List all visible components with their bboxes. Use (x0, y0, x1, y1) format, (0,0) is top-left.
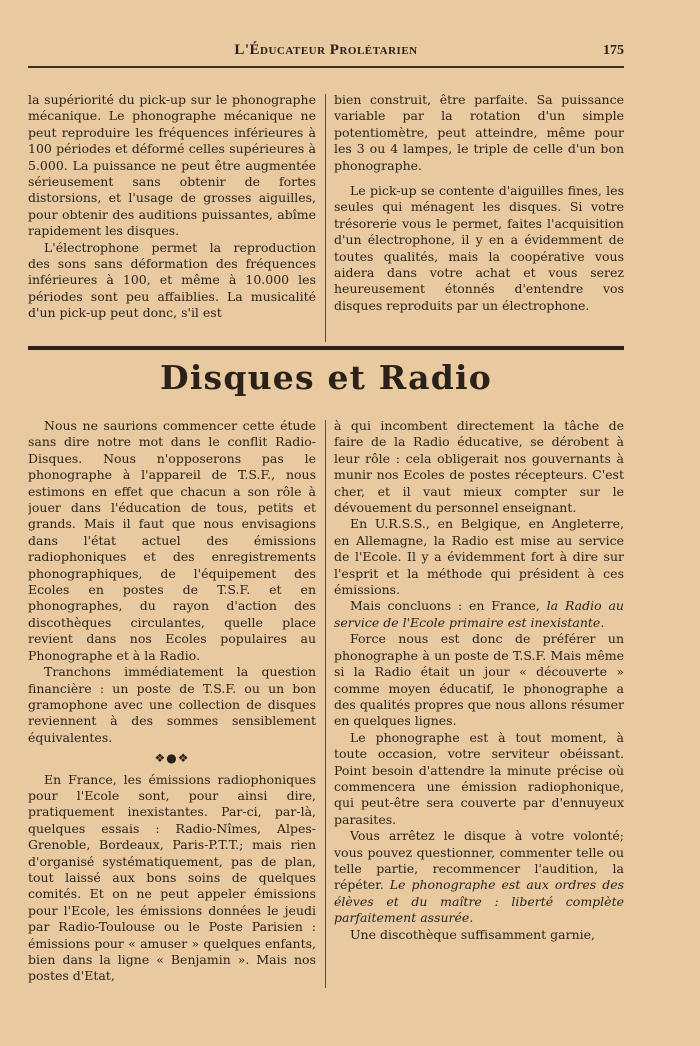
top-left-column (28, 92, 316, 344)
column-divider (325, 94, 326, 342)
article-left-column (28, 418, 316, 992)
section-rule (28, 346, 624, 350)
paragraph: Le phonographe est à tout moment, à toute occasion, votre serviteur obéissant. Point besoin d'attendre la minute précise où commencera une émission radiophonique, qui peut-être sera couverte par d'ennuyeux parasites. (334, 729, 624, 827)
italic-run: Le phonographe est aux ordres des élèves et du maître : liberté complète parfaitement assurée. (334, 877, 624, 926)
page-number: 175 (603, 43, 624, 58)
paragraph: à qui incombent directement la tâche de faire de la Radio éducative, se dérobent à leur rôle : cela obligerait nos gouvernants à munir nos Ecoles de postes récepteurs. C'est cher, et il vaut mieux compter sur le dévouement du personnel enseignant. (334, 418, 624, 516)
paragraph (334, 598, 624, 631)
paragraph: Une discothèque suffisamment garnie, (350, 926, 596, 942)
paragraph: Force nous est donc de préférer un phonographe à un poste de T.S.F. Mais même si la Radio était un jour « découverte » comme moyen éducatif, le phonographe a des qualités propres que nous allons résumer en quelques lignes. (334, 631, 624, 729)
text-run: Mais concluons : en France, (350, 598, 547, 614)
ornament: ❖●❖ (154, 751, 190, 766)
paragraph: Le pick-up se contente d'aiguilles fines, les seules qui ménagent les disques. Si votre trésorerie vous le permet, faites l'acquisition d'un électrophone, il y en a évidemment de toutes qualités, mais la coopérative vous aidera dans votre achat et vous serez heureusement étonnés d'entendre vos disques reproduits par un électrophone. (334, 183, 624, 313)
running-header (28, 40, 624, 68)
paragraph (334, 828, 624, 926)
text-run: Vous arrêtez le disque à votre volonté; vous pouvez questionner, commenter telle ou telle partie, recommencer l'audition, la répéter. (334, 828, 624, 893)
journal-title: L'Éducateur Prolétarien (234, 42, 418, 58)
column-divider (325, 420, 326, 988)
paragraph: Nous ne saurions commencer cette étude sans dire notre mot dans le conflit Radio-Disques. Nous n'opposerons pas le phonographe à l'appareil de T.S.F., nous estimons en effet que chacun a son rôle à jouer dans l'éducation de tous, petits et grands. Mais il faut que nous envisagions dans l'état actuel des émissions radiophoniques et des enregistrements phonographiques, de l'équipement des Ecoles en postes de T.S.F. et en phonographes, du rayon d'action des discothèques circulantes, quelle place revient dans nos Ecoles populaires au Phonographe et à la Radio. (28, 418, 316, 663)
paragraph: bien construit, être parfaite. Sa puissance variable par la rotation d'un simple potentiomètre, peut atteindre, même pour les 3 ou 4 lampes, le triple de celle d'un bon phonographe. (334, 92, 624, 173)
paragraph: L'électrophone permet la reproduction des sons sans déformation des fréquences inférieures à 100, et même à 10.000 les périodes sont peu affaiblies. La musicalité d'un pick-up peut donc, s'il est (28, 239, 316, 321)
paragraph: la supériorité du pick-up sur le phonographe mécanique. Le phonographe mécanique ne peut reproduire les fréquences inférieures à 100 périodes et déformé celles supérieures à 5.000. La puissance ne peut être augmentée sérieusement sans obtenir de fortes distorsions, et l'usage de grosses aiguilles, pour obtenir des auditions puissantes, abîme rapidement les disques. (28, 92, 316, 239)
article-title: Disques et Radio (160, 358, 492, 397)
paragraph: Tranchons immédiatement la question financière : un poste de T.S.F. ou un bon gramophone avec une collection de disques reviennent à des sommes sensiblement équivalentes. (28, 664, 316, 745)
italic-run: la Radio au service de l'Ecole primaire est inexistante. (334, 598, 624, 630)
paragraph: En U.R.S.S., en Belgique, en Angleterre, en Allemagne, la Radio est mise au service de l'Ecole. Il y a évidemment fort à dire sur l'esprit et la méthode qui président à ces émissions. (334, 516, 624, 598)
article-right-column (334, 418, 624, 992)
paragraph: En France, les émissions radiophoniques pour l'Ecole sont, pour ainsi dire, pratiquement inexistantes. Par-ci, par-là, quelques essais : Radio-Nîmes, Alpes-Grenoble, Bordeaux, Paris-P.T.T.; mais rien d'organisé systématiquement, pas de plan, tout laissé aux bons soins de quelques comités. Et on ne peut appeler émissions pour l'Ecole, les émissions données le jeudi par Radio-Toulouse ou le Poste Parisien : émissions pour « amuser » quelques enfants, bien dans la ligne « Benjamin ». Mais nos postes d'Etat, (28, 771, 316, 984)
top-right-column (334, 92, 624, 344)
